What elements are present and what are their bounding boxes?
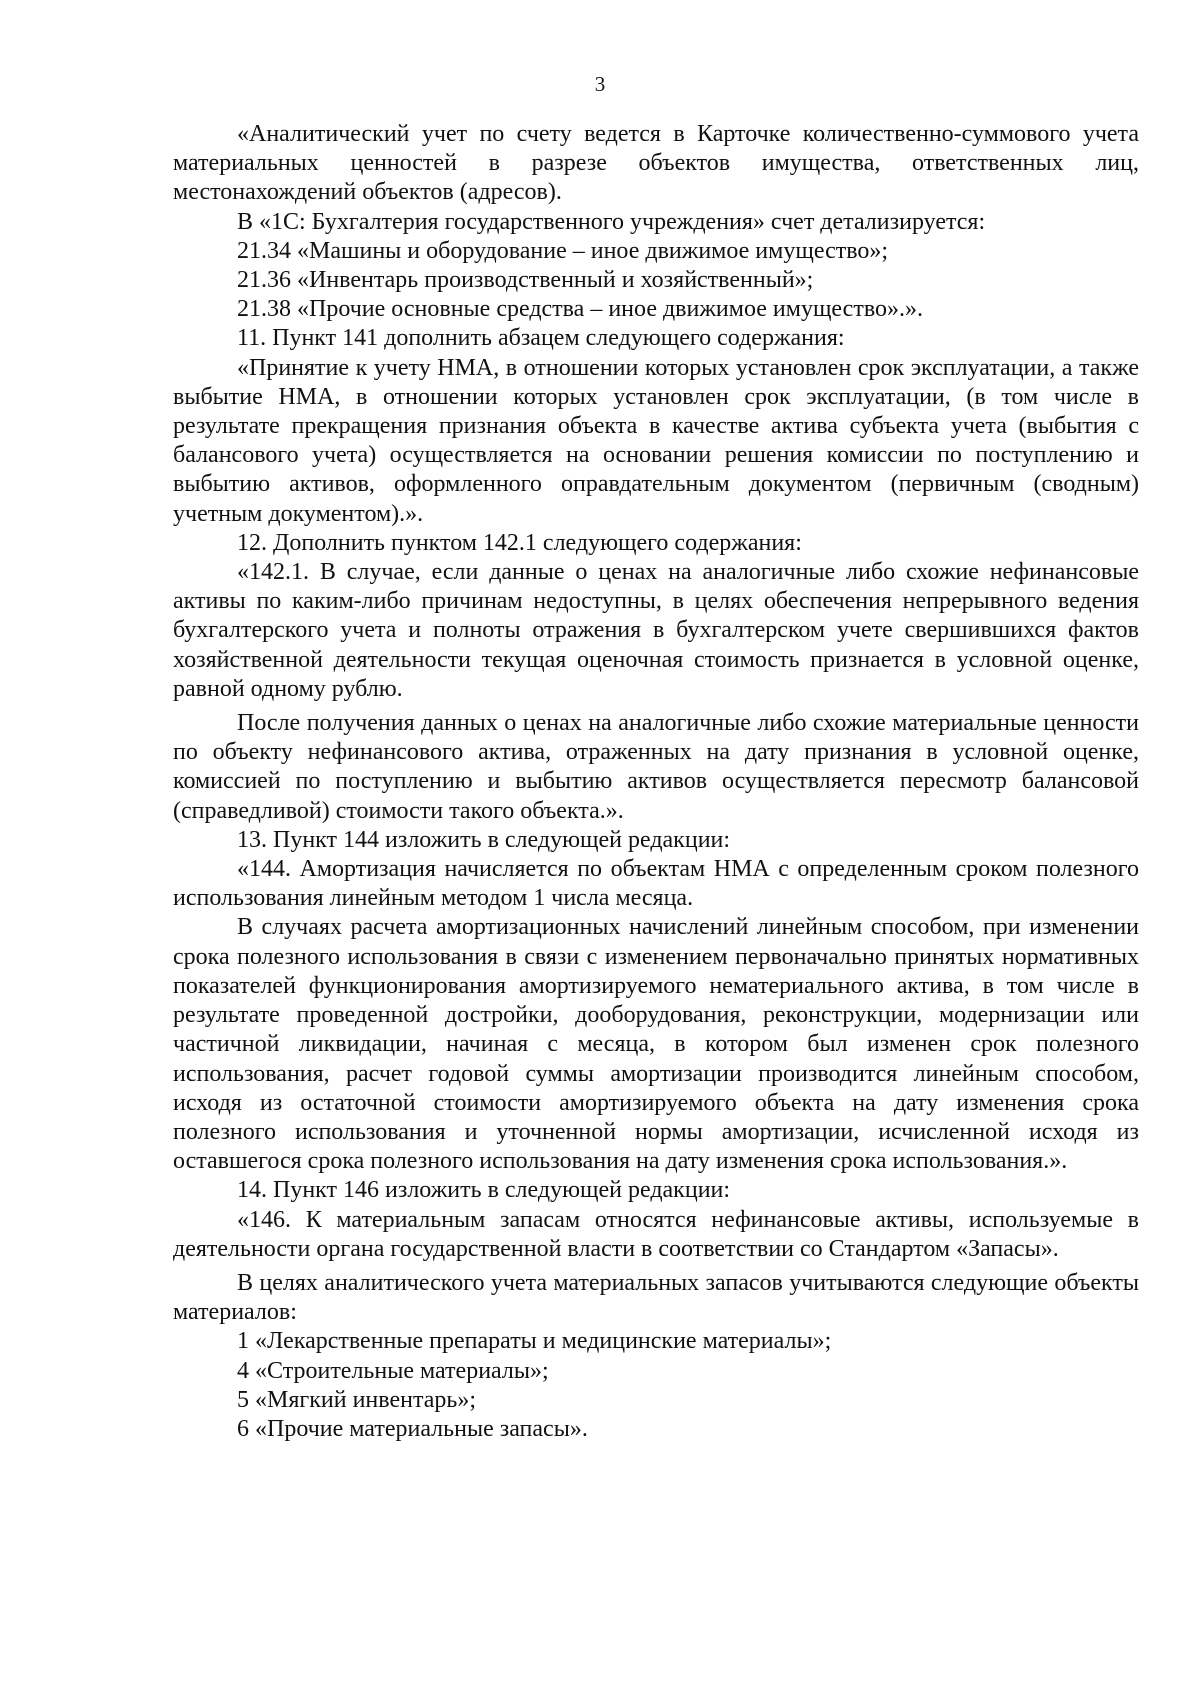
paragraph-item-14: 14. Пункт 146 изложить в следующей редакции: bbox=[237, 1177, 731, 1204]
paragraph-item-12: 12. Дополнить пунктом 142.1 следующего содержания: bbox=[237, 529, 802, 556]
paragraph-144: «144. Амортизация начисляется по объектам НМА с определенным сроком полезного использования линейным методом 1 числа месяца. bbox=[173, 856, 1139, 912]
page-number: 3 bbox=[594, 72, 606, 96]
paragraph-142-1: «142.1. В случае, если данные о ценах на аналогичные либо схожие нефинансовые активы по каким-либо причинам недоступны, в целях обеспечения непрерывного ведения бухгалтерского учета и полноты отражения в бухгалтерском учете свершившихся фактов хозяйственной деятельности текущая оценочная стоимость признается в условной оценке, равной одному рублю. bbox=[173, 559, 1139, 702]
paragraph-analytical-accounting: «Аналитический учет по счету ведется в Карточке количественно-суммового учета материальных ценностей в разрезе объектов имущества, ответственных лиц, местонахождений объектов (адресов). bbox=[173, 121, 1139, 206]
list-item-medicines: 1 «Лекарственные препараты и медицинские материалы»; bbox=[237, 1328, 832, 1355]
paragraph-item-13: 13. Пункт 144 изложить в следующей редакции: bbox=[237, 826, 731, 853]
paragraph-item-11: 11. Пункт 141 дополнить абзацем следующего содержания: bbox=[237, 325, 845, 352]
list-item-other-inventory: 6 «Прочие материальные запасы». bbox=[237, 1415, 588, 1442]
list-item-soft-inventory: 5 «Мягкий инвентарь»; bbox=[237, 1386, 476, 1413]
paragraph-account-21-34: 21.34 «Машины и оборудование – иное движимое имущество»; bbox=[237, 237, 889, 264]
paragraph-linear-method: В случаях расчета амортизационных начислений линейным способом, при изменении срока полезного использования в связи с изменением первоначально принятых нормативных показателей функционирования амортизируемого нематериального актива, в том числе в результате проведенной достройки, дооборудования, реконструкции, модернизации или частичной ликвидации, начиная с месяца, в котором был изменен срок полезного использования, расчет годовой суммы амортизации производится линейным способом, исходя из остаточной стоимости амортизируемого объекта на дату изменения срока полезного использования и уточненной нормы амортизации, исчисленной исходя из оставшегося срока полезного использования на дату изменения срока использования.». bbox=[173, 914, 1139, 1175]
paragraph-price-data: После получения данных о ценах на аналогичные либо схожие материальные ценности по объекту нефинансового актива, отраженных на дату признания в условной оценке, комиссией по поступлению и выбытию активов осуществляется пересмотр балансовой (справедливой) стоимости такого объекта.». bbox=[173, 710, 1139, 824]
paragraph-account-21-38: 21.38 «Прочие основные средства – иное движимое имущество».». bbox=[237, 296, 923, 323]
paragraph-1c-detail: В «1С: Бухгалтерия государственного учреждения» счет детализируется: bbox=[237, 208, 986, 235]
paragraph-account-21-36: 21.36 «Инвентарь производственный и хозяйственный»; bbox=[237, 267, 814, 294]
list-item-building-materials: 4 «Строительные материалы»; bbox=[237, 1357, 549, 1384]
paragraph-nma-acceptance: «Принятие к учету НМА, в отношении которых установлен срок эксплуатации, а также выбытие НМА, в отношении которых установлен срок эксплуатации, (в том числе в результате прекращения признания объекта в качестве актива субъекта учета (выбытия с балансового учета) осуществляется на основании решения комиссии по поступлению и выбытию активов, оформленного оправдательным документом (первичным (сводным) учетным документом).». bbox=[173, 354, 1139, 527]
paragraph-material-objects: В целях аналитического учета материальных запасов учитываются следующие объекты материалов: bbox=[173, 1269, 1139, 1326]
document-body bbox=[173, 120, 1139, 1444]
paragraph-146: «146. К материальным запасам относятся нефинансовые активы, используемые в деятельности органа государственной власти в соответствии со Стандартом «Запасы». bbox=[173, 1206, 1139, 1262]
